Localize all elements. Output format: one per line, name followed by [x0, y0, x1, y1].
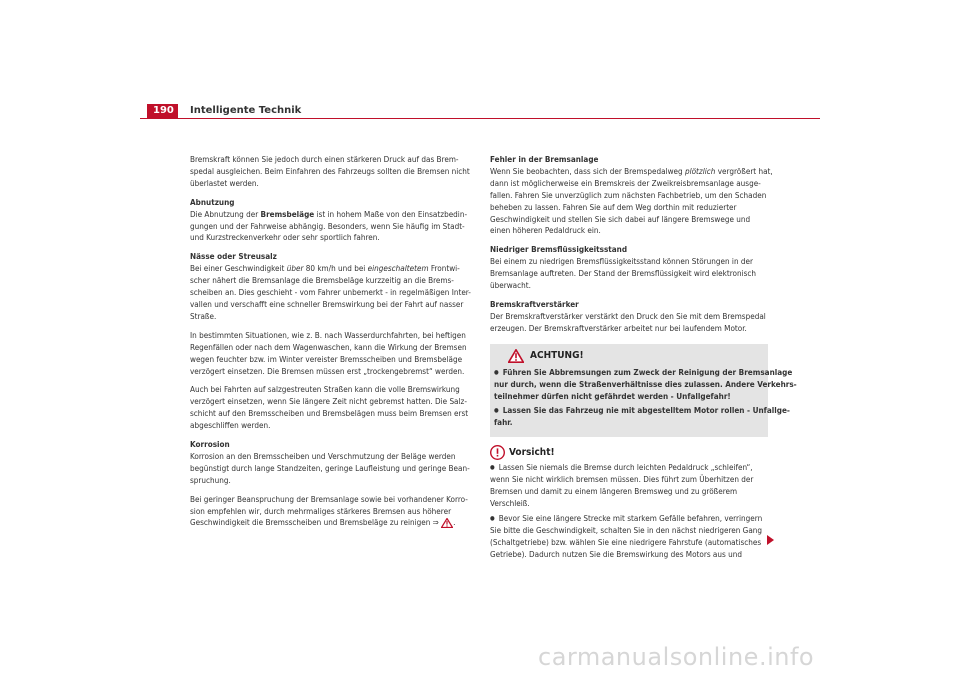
continue-arrow-icon[interactable]	[767, 535, 774, 545]
text-line: dann ist möglicherweise ein Bremskreis der Zweikreisbremsanlage ausge-	[490, 177, 761, 188]
achtung-title-row	[508, 349, 764, 363]
korrosion-section	[190, 439, 470, 487]
naesse-section	[190, 251, 471, 322]
niedrig-section	[490, 244, 768, 292]
text-line: Bei geringer Beanspruchung der Bremsanlage sowie bei vorhandener Korro-	[190, 493, 468, 504]
page-number: 190	[147, 104, 178, 118]
text-run: vergrößert hat,	[715, 165, 773, 176]
abnutzung-heading: Abnutzung	[190, 196, 235, 207]
text-line: spruchung.	[190, 474, 231, 485]
text-line: (Schaltgetriebe) bzw. wählen Sie eine niedrigere Fahrstufe (automatisches	[490, 536, 762, 547]
vorsicht-title-row	[490, 445, 768, 460]
text-line: spedal ausgleichen. Beim Einfahren des Fahrzeugs sollten die Bremsen nicht	[190, 165, 470, 176]
warning-icon[interactable]	[441, 517, 456, 528]
text-line: verzögert einsetzen, wenn Sie längere Zeit nicht gebremst hatten. Die Salz-	[190, 396, 467, 407]
vorsicht-title: Vorsicht!	[509, 446, 555, 458]
text-run: Geschwindigkeit die Bremsscheiben und Bremsbeläge zu reinigen ⇒	[190, 517, 442, 528]
text-line: vallen und verschafft eine schneller Bremswirkung bei der Fahrt auf nasser	[190, 298, 464, 309]
text-line: Auch bei Fahrten auf salzgestreuten Straßen kann die volle Bremswirkung	[190, 384, 460, 395]
text-run: ist in hohem Maße von den Einsatzbedin-	[314, 208, 468, 219]
text-line: verzögert einsetzen. Die Bremsen müssen erst „trockengebremst“ werden.	[190, 365, 465, 376]
header-rule	[140, 118, 820, 119]
vorsicht-bullet	[490, 513, 768, 561]
fehler-section	[490, 154, 773, 237]
text-line: Korrosion an den Bremsscheiben und Verschmutzung der Beläge werden	[190, 450, 456, 461]
text-line: Der Bremskraftverstärker verstärkt den Druck den Sie mit dem Bremspedal	[490, 310, 766, 321]
text-line: wenn Sie nicht wirklich bremsen müssen. Dies führt zum Überhitzen der	[490, 474, 754, 485]
verstaerker-section	[490, 299, 768, 335]
text-run-italic: plötzlich	[684, 165, 716, 176]
text-line: Verschleiß.	[490, 497, 530, 508]
text-line	[490, 165, 773, 178]
text-run: Die Abnutzung der	[190, 208, 261, 219]
text-line: fahr.	[494, 417, 513, 428]
verstaerker-heading: Bremskraftverstärker	[490, 298, 579, 309]
text-line: ● Bevor Sie eine längere Strecke mit starkem Gefälle befahren, verringern	[490, 513, 768, 525]
text-line: Getriebe). Dadurch nutzen Sie die Bremswirkung des Motors aus und	[490, 548, 742, 559]
text-line	[190, 517, 466, 529]
text-run: .	[453, 517, 456, 528]
text-line: In bestimmten Situationen, wie z. B. nach Wasserdurchfahrten, bei heftigen	[190, 329, 466, 340]
text-line: gungen und der Fahrweise abhängig. Besonders, wenn Sie häufig im Stadt-	[190, 220, 465, 231]
abnutzung-section	[190, 197, 466, 245]
text-line: Bei einem zu niedrigen Bremsflüssigkeitsstand können Störungen in der	[490, 256, 753, 267]
text-line	[190, 209, 466, 221]
text-run-italic: über	[286, 263, 304, 274]
text-line: erzeugen. Der Bremskraftverstärker arbeitet nur bei laufendem Motor.	[490, 322, 747, 333]
text-line: Straße.	[190, 310, 217, 321]
text-line: scher nähert die Bremsanlage die Bremsbeläge kurzzeitig an die Brems-	[190, 275, 454, 286]
text-line: Regenfällen oder nach dem Wagenwaschen, kann die Wirkung der Bremsen	[190, 341, 467, 352]
text-line: ● Lassen Sie das Fahrzeug nie mit abgestelltem Motor rollen - Unfallge-	[494, 405, 764, 417]
text-line: überwacht.	[490, 280, 531, 291]
text-run: Bei einer Geschwindigkeit	[190, 263, 287, 274]
text-line: einen höheren Pedaldruck ein.	[490, 225, 601, 236]
achtung-warning-box	[490, 344, 797, 438]
situationen-paragraph	[190, 330, 466, 378]
text-line: nur durch, wenn die Straßenverhältnisse dies zulassen. Andere Verkehrs-	[494, 378, 797, 389]
bremsbelaege-term: Bremsbeläge	[260, 208, 315, 219]
korrosion-heading: Korrosion	[190, 439, 230, 450]
achtung-title: ACHTUNG!	[530, 349, 584, 361]
vorsicht-bullet	[490, 462, 768, 510]
text-run: 80 km/h und bei	[303, 263, 368, 274]
text-line: fallen. Fahren Sie unverzüglich zum nächsten Fachbetrieb, um den Schaden	[490, 189, 767, 200]
text-line: scheiben an. Dies geschieht - vom Fahrer unbemerkt - in regelmäßigen Inter-	[190, 287, 471, 298]
text-line: schicht auf den Bremsscheiben und Bremsbelägen muss beim Bremsen erst	[190, 408, 469, 419]
warning-triangle-icon	[508, 349, 524, 363]
text-line: wegen feuchter bzw. im Winter vereister Bremsscheiben und Bremsbeläge	[190, 353, 463, 364]
section-title: Intelligente Technik	[190, 105, 302, 116]
fehler-heading: Fehler in der Bremsanlage	[490, 154, 599, 164]
text-line: Bremsanlage auftreten. Der Stand der Bremsflüssigkeit wird elektronisch	[490, 268, 757, 279]
text-run-italic: eingeschaltetem	[367, 263, 429, 274]
text-line: Sie bitte die Geschwindigkeit, schalten Sie in den nächst niedrigeren Gang	[490, 524, 763, 535]
text-line	[190, 263, 466, 275]
salz-paragraph	[190, 384, 469, 432]
caution-icon	[490, 445, 505, 460]
niedrig-heading: Niedriger Bremsflüssigkeitsstand	[490, 244, 628, 255]
text-line: beheben zu lassen. Fahren Sie auf dem Weg dorthin mit reduzierter	[490, 201, 737, 212]
vorsicht-section	[490, 445, 768, 560]
text-line: ● Lassen Sie niemals die Bremse durch leichten Pedaldruck „schleifen“,	[490, 462, 768, 474]
text-line: begünstigt durch lange Standzeiten, geringe Laufleistung und geringe Bean-	[190, 462, 470, 473]
text-line: überlastet werden.	[190, 177, 259, 188]
text-line: Bremsen und damit zu einem längeren Bremsweg und zu größerem	[490, 486, 738, 497]
left-column	[190, 154, 471, 536]
achtung-bullet	[494, 405, 790, 429]
text-line: und Kurzstreckenverkehr oder sehr sportlich fahren.	[190, 232, 380, 243]
intro-paragraph	[190, 154, 470, 190]
right-column	[490, 154, 797, 567]
text-line: Geschwindigkeit und stellen Sie sich dabei auf längere Bremswege und	[490, 213, 751, 224]
text-line: abgeschliffen werden.	[190, 420, 271, 431]
text-line: Bremskraft können Sie jedoch durch einen stärkeren Druck auf das Brem-	[190, 154, 459, 164]
text-run: Wenn Sie beobachten, dass sich der Bremspedalweg	[490, 165, 685, 176]
text-line: ● Führen Sie Abbremsungen zum Zweck der Reinigung der Bremsanlage	[494, 367, 764, 379]
naesse-heading: Nässe oder Streusalz	[190, 251, 277, 262]
achtung-bullet	[494, 366, 797, 403]
text-run: Frontwi-	[428, 263, 460, 274]
beanspruchung-paragraph	[190, 494, 466, 530]
text-line: teilnehmer dürfen nicht gefährdet werden - Unfallgefahr!	[494, 390, 731, 401]
text-line: sion empfehlen wir, durch mehrmaliges stärkeres Bremsen aus höherer	[190, 505, 452, 516]
watermark: carmanualsonline.info	[538, 643, 815, 671]
